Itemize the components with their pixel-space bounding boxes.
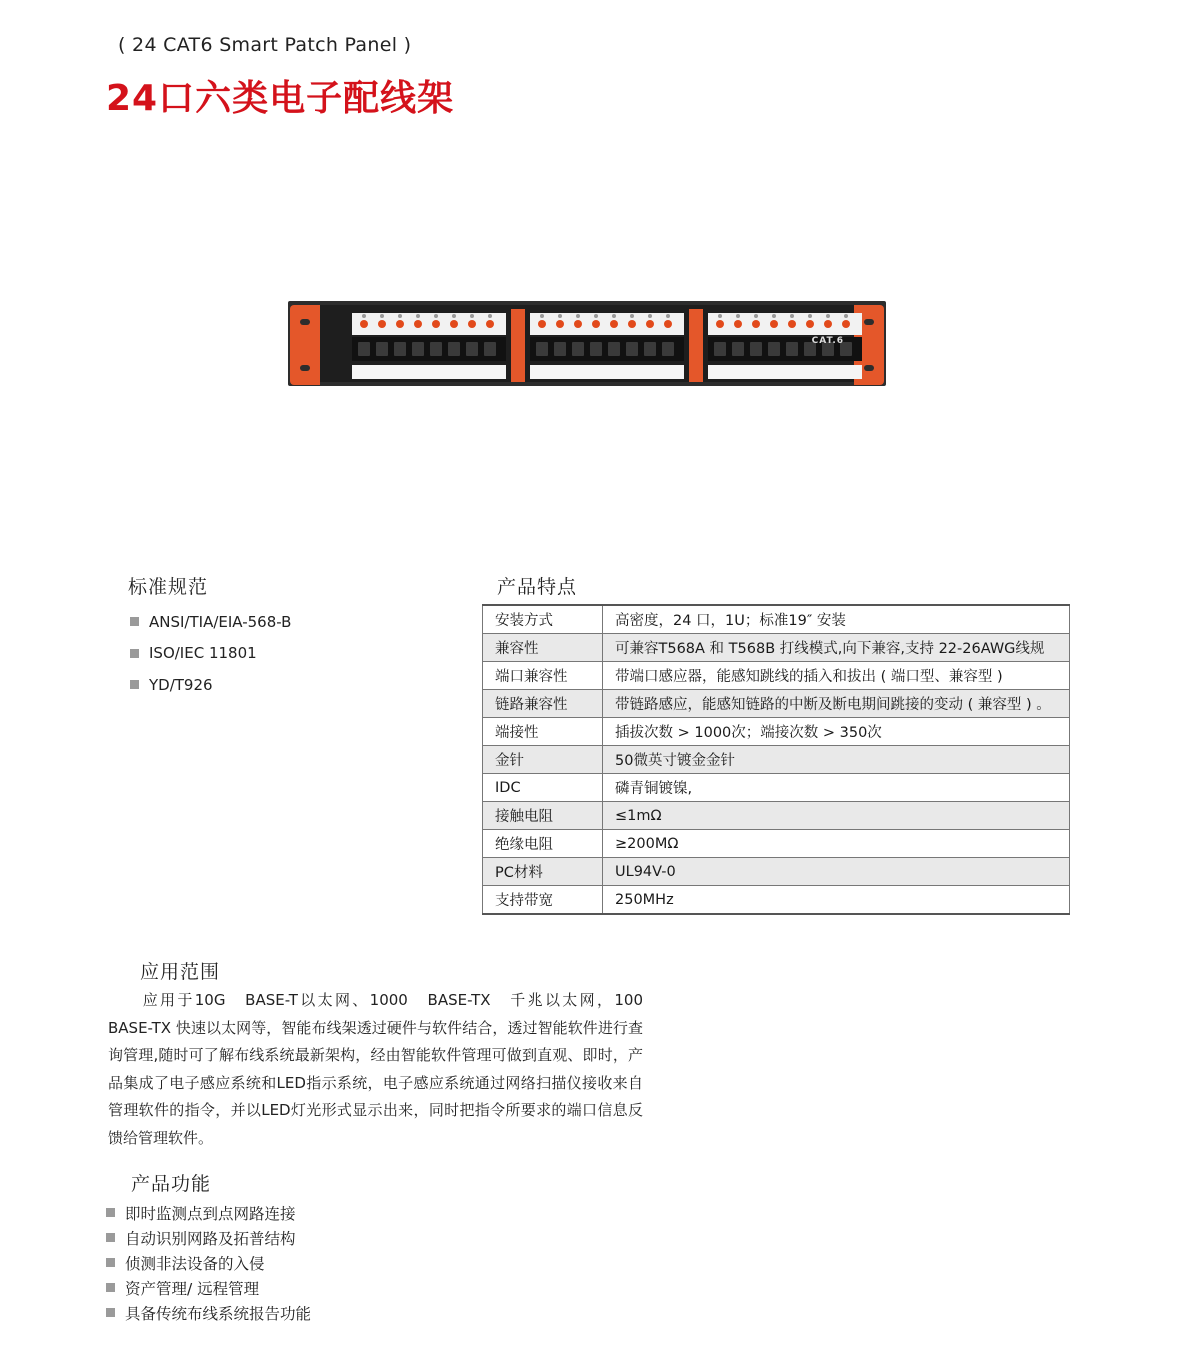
port-led [646,320,654,328]
port-indicator [648,314,652,318]
jack-row [530,337,684,361]
port-led [556,320,564,328]
feature-value: 磷青铜镀镍, [603,774,1070,802]
rj45-jack [394,342,406,356]
feature-key: 支持带宽 [483,886,603,915]
rj45-jack [608,342,620,356]
bullet-square-icon [130,649,139,658]
port-led [468,320,476,328]
cat6-label: CAT.6 [811,336,844,346]
feature-value: 可兼容T568A 和 T568B 打线模式,向下兼容,支持 22-26AWG线规 [603,634,1070,662]
rj45-jack [484,342,496,356]
port-led [824,320,832,328]
table-row [483,830,1070,858]
port-led [378,320,386,328]
table-row [483,662,1070,690]
table-row [483,746,1070,774]
product-subtitle: ( 24 CAT6 Smart Patch Panel ) [118,34,412,56]
feature-key: 接触电阻 [483,802,603,830]
rj45-jack [412,342,424,356]
rj45-jack [626,342,638,356]
port-indicator [452,314,456,318]
feature-value: ≤1mΩ [603,802,1070,830]
feature-value: UL94V-0 [603,858,1070,886]
port-led [432,320,440,328]
patch-panel-image [288,301,886,386]
rj45-jack [644,342,656,356]
list-item: ISO/IEC 11801 [130,638,291,670]
port-led [716,320,724,328]
functions-list [106,1200,311,1325]
port-led [486,320,494,328]
rj45-jack [376,342,388,356]
led-strip [530,313,684,335]
feature-key: PC材料 [483,858,603,886]
list-item: ANSI/TIA/EIA-568-B [130,606,291,638]
table-row [483,634,1070,662]
feature-value: 带端口感应器，能感知跳线的插入和拔出 ( 端口型、兼容型 ) [603,662,1070,690]
rj45-jack [786,342,798,356]
port-led [610,320,618,328]
feature-key: 兼容性 [483,634,603,662]
rj45-jack [732,342,744,356]
port-indicator [434,314,438,318]
list-item: YD/T926 [130,669,291,701]
group-divider [689,309,703,382]
feature-key: 端接性 [483,718,603,746]
port-indicator [844,314,848,318]
rj45-jack [554,342,566,356]
rj45-jack [358,342,370,356]
feature-value: 50微英寸镀金金针 [603,746,1070,774]
rack-ear-left [290,305,320,385]
port-indicator [398,314,402,318]
rj45-jack [448,342,460,356]
port-led [450,320,458,328]
port-indicator [666,314,670,318]
features-table [482,604,1070,915]
label-strip [352,365,506,379]
functions-heading: 产品功能 [131,1173,212,1195]
bullet-square-icon [106,1208,115,1217]
feature-key: 绝缘电阻 [483,830,603,858]
port-led [734,320,742,328]
port-indicator [540,314,544,318]
feature-key: 金针 [483,746,603,774]
port-indicator [416,314,420,318]
rj45-jack [714,342,726,356]
feature-key: 链路兼容性 [483,690,603,718]
feature-value: 高密度，24 口，1U；标准19″ 安装 [603,605,1070,634]
port-indicator [790,314,794,318]
rj45-jack [572,342,584,356]
feature-value: 带链路感应，能感知链路的中断及断电期间跳接的变动 ( 兼容型 ) 。 [603,690,1070,718]
port-indicator [630,314,634,318]
feature-key: IDC [483,774,603,802]
port-led [574,320,582,328]
list-item: 自动识别网路及拓普结构 [106,1225,311,1250]
bullet-square-icon [106,1258,115,1267]
feature-value: 250MHz [603,886,1070,915]
standards-list [130,606,291,701]
features-heading: 产品特点 [497,576,578,598]
feature-key: 端口兼容性 [483,662,603,690]
bullet-square-icon [130,680,139,689]
feature-key: 安装方式 [483,605,603,634]
application-heading: 应用范围 [140,961,221,983]
list-item: 侦测非法设备的入侵 [106,1250,311,1275]
table-row [483,886,1070,915]
table-row [483,802,1070,830]
port-indicator [754,314,758,318]
port-led [360,320,368,328]
feature-value: ≥200MΩ [603,830,1070,858]
jack-row [352,337,506,361]
bullet-square-icon [106,1308,115,1317]
group-divider [511,309,525,382]
table-row [483,718,1070,746]
feature-value: 插拔次数 > 1000次；端接次数 > 350次 [603,718,1070,746]
product-title: 24口六类电子配线架 [106,78,455,119]
port-led [664,320,672,328]
led-strip [352,313,506,335]
port-led [752,320,760,328]
bullet-square-icon [130,617,139,626]
port-led [842,320,850,328]
rj45-jack [536,342,548,356]
port-led [628,320,636,328]
port-indicator [612,314,616,318]
rj45-jack [466,342,478,356]
rj45-jack [662,342,674,356]
bullet-square-icon [106,1283,115,1292]
port-indicator [808,314,812,318]
list-item: 即时监测点到点网路连接 [106,1200,311,1225]
led-strip [708,313,862,335]
list-item: 具备传统布线系统报告功能 [106,1300,311,1325]
port-indicator [380,314,384,318]
port-indicator [362,314,366,318]
standards-heading: 标准规范 [128,576,209,598]
port-indicator [488,314,492,318]
table-row [483,774,1070,802]
port-led [806,320,814,328]
rj45-jack [590,342,602,356]
port-indicator [718,314,722,318]
port-indicator [594,314,598,318]
table-row [483,690,1070,718]
label-strip [530,365,684,379]
table-row [483,858,1070,886]
port-indicator [470,314,474,318]
port-led [592,320,600,328]
port-indicator [736,314,740,318]
bullet-square-icon [106,1233,115,1242]
port-led [538,320,546,328]
rj45-jack [430,342,442,356]
port-indicator [558,314,562,318]
port-indicator [772,314,776,318]
port-led [396,320,404,328]
application-text: 应用于10G BASE-T以太网、1000 BASE-TX 千兆以太网，100 BASE-TX 快速以太网等，智能布线架透过硬件与软件结合，透过智能软件进行查询管理,随时可了解布线系统最新架构，经由智能软件管理可做到直观、即时，产品集成了电子感应系统和LED指示系统，电子感应系统通过网络扫描仪接收来自管理软件的指令，并以LED灯光形式显示出来，同时把指令所要求的端口信息反馈给管理软件。 [108,991,659,1147]
port-indicator [576,314,580,318]
port-indicator [826,314,830,318]
port-led [770,320,778,328]
label-strip [708,365,862,379]
list-item: 资产管理/ 远程管理 [106,1275,311,1300]
table-row [483,605,1070,634]
rj45-jack [750,342,762,356]
rj45-jack [768,342,780,356]
port-led [414,320,422,328]
port-led [788,320,796,328]
